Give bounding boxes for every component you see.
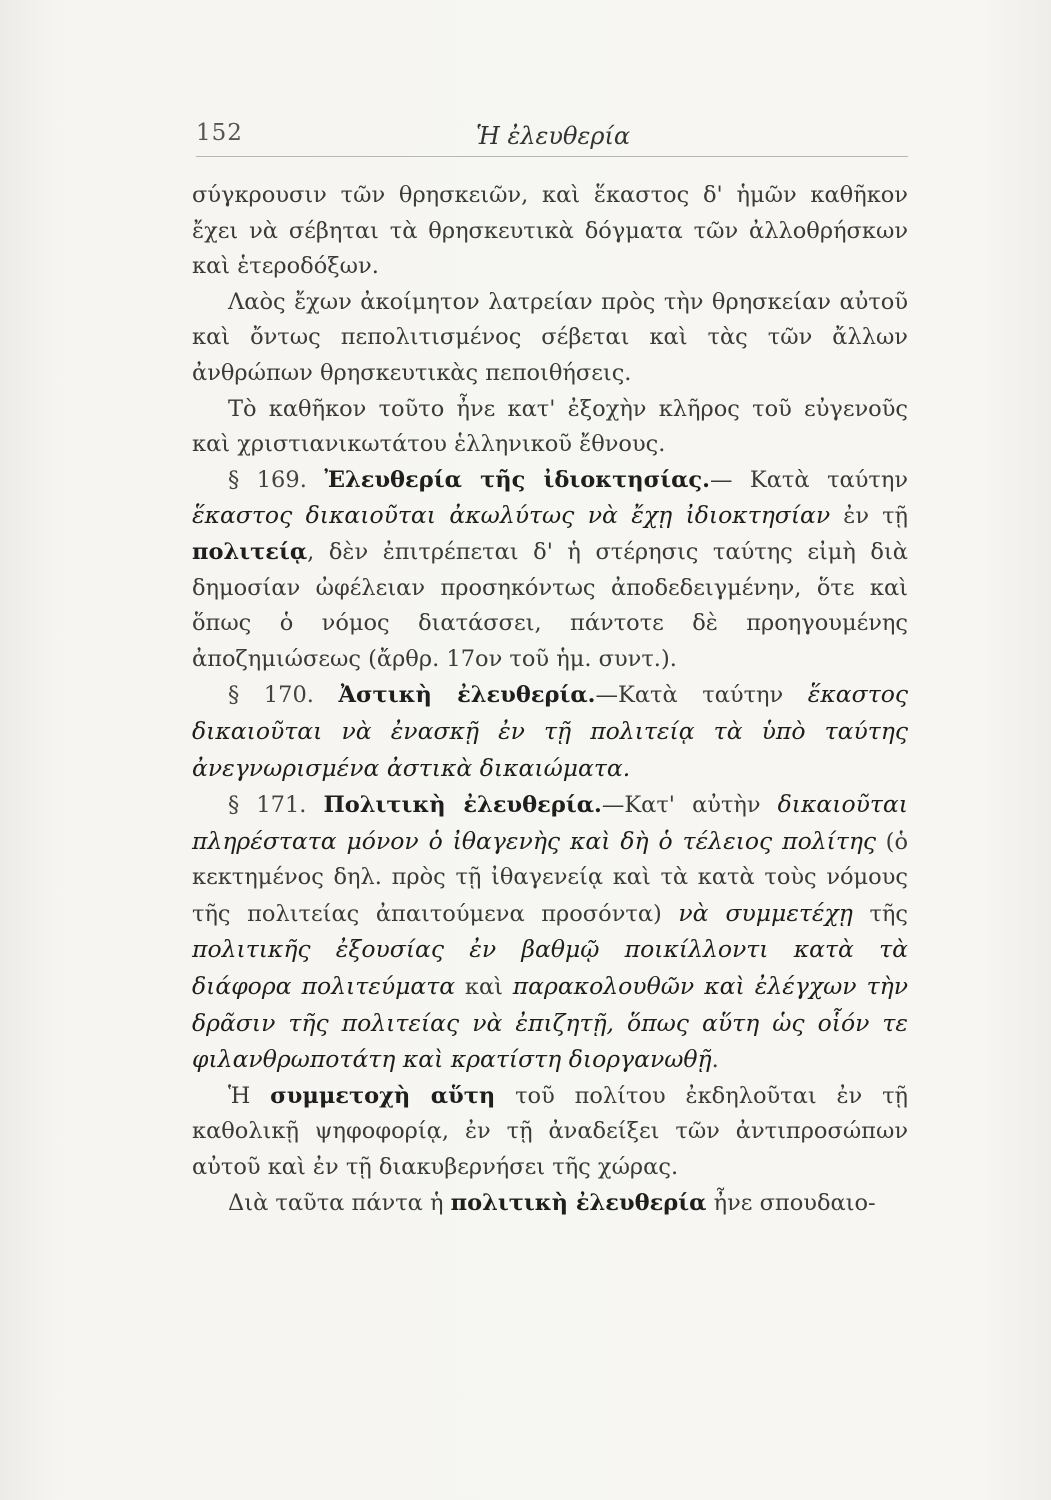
text-run: καὶ: [455, 974, 513, 1001]
paragraph: [192, 178, 908, 285]
bold-heading-run: Ἀστικὴ ἐλευθερία.: [338, 682, 596, 709]
bold-heading-run: πολιτικὴ ἐλευθερία: [450, 1189, 707, 1216]
bold-heading-run: συμμετοχὴ αὕτη: [270, 1082, 496, 1109]
running-title: Ἡ ἐλευθερία: [476, 122, 631, 150]
text-run: — Κατὰ ταύτην: [709, 466, 908, 493]
paragraph: [192, 1079, 908, 1186]
bold-heading-run: πολιτείᾳ: [192, 538, 308, 565]
page-header: [196, 120, 908, 160]
text-run: τοῦ πολίτου ἐκδηλοῦται ἐν τῇ καθολικῇ ψηφοφορίᾳ, ἐν τῇ ἀναδείξει τῶν ἀντιπροσώπων αὐτοῦ καὶ ἐν τῇ διακυβερνήσει τῆς χώρας.: [192, 1082, 908, 1181]
text-run: τῆς: [852, 900, 908, 927]
text-run: —Κατὰ ταύτην: [595, 682, 808, 709]
text-run: (ὁ κεκτημένος δηλ. πρὸς τῇ ἰθαγενείᾳ καὶ τὰ κατὰ τοὺς νόμους τῆς πολιτείας ἀπαιτούμενα προσόντα): [192, 828, 908, 927]
text-run: Λαὸς ἔχων ἀκοίμητον λατρείαν πρὸς τὴν θρησκείαν αὐτοῦ καὶ ὄντως πεπολιτισμένος σέβεται καὶ τὰς τῶν ἄλλων ἀνθρώπων θρησκευτικὰς πεποιθήσεις.: [192, 288, 908, 386]
italic-run: νὰ συμμετέχῃ: [678, 898, 853, 927]
text-run: ἦνε σπουδαιο-: [706, 1189, 876, 1216]
text-run: Διὰ ταῦτα πάντα ἡ: [228, 1189, 451, 1216]
body-text: [192, 178, 908, 1221]
section-number: § 170.: [228, 682, 339, 709]
paragraph: [192, 677, 908, 787]
italic-run: ἕκαστος δικαιοῦται νὰ ἐνασκῇ ἐν τῇ πολιτείᾳ τὰ ὑπὸ ταύτης ἀνεγνωρισμένα ἀστικὰ δικαιώματα.: [192, 680, 909, 782]
text-run: Ἡ: [228, 1082, 271, 1109]
italic-run: πολιτικῆς ἐξουσίας ἐν βαθμῷ ποικίλλοντι κατὰ τὰ διάφορα πολιτεύματα: [192, 935, 908, 1001]
paragraph: [192, 1186, 908, 1222]
bold-heading-run: Πολιτικὴ ἐλευθερία.: [323, 792, 602, 819]
text-run: ἐν τῇ: [830, 503, 909, 530]
text-run: Τὸ καθῆκον τοῦτο ἦνε κατ' ἐξοχὴν κλῆρος τοῦ εὐγενοῦς καὶ χριστιανικωτάτου ἑλληνικοῦ ἔθνους.: [192, 395, 908, 458]
italic-run: ἕκαστος δικαιοῦται ἀκωλύτως νὰ ἔχῃ ἰδιοκτησίαν: [192, 501, 831, 530]
section-number: § 171.: [228, 792, 324, 819]
header-rule: [196, 156, 908, 157]
text-run: , δὲν ἐπιτρέπεται δ' ἡ στέρησις ταύτης εἰμὴ διὰ δημοσίαν ὠφέλειαν προσηκόντως ἀποδεδειγμένην, ὅτε καὶ ὅπως ὁ νόμος διατάσσει, πάντοτε δὲ προηγουμένης ἀποζημιώσεως (ἄρθρ. 17ον τοῦ ἡμ. συντ.).: [192, 538, 908, 672]
bold-heading-run: Ἐλευθερία τῆς ἰδιοκτησίας.: [324, 466, 710, 493]
paragraph: [192, 787, 908, 1079]
text-run: —Κατ' αὐτὴν: [601, 792, 778, 819]
italic-run: παρακολουθῶν καὶ ἐλέγχων τὴν δρᾶσιν τῆς πολιτείας νὰ ἐπιζητῇ, ὅπως αὕτη ὡς οἷόν τε φιλανθρωποτάτη καὶ κρατίστη διοργανωθῇ: [192, 972, 908, 1074]
paragraph: [192, 392, 908, 463]
page-number: 152: [196, 120, 243, 146]
italic-run: δικαιοῦται πληρέστατα μόνον ὁ ἰθαγενὴς καὶ δὴ ὁ τέλειος πολίτης: [192, 790, 908, 855]
text-run: .: [711, 1047, 719, 1074]
section-number: § 169.: [228, 466, 325, 493]
text-run: σύγκρουσιν τῶν θρησκειῶν, καὶ ἕκαστος δ' ἡμῶν καθῆκον ἔχει νὰ σέβηται τὰ θρησκευτικὰ δόγματα τῶν ἀλλοθρήσκων καὶ ἑτεροδόξων.: [192, 182, 908, 280]
paragraph: [192, 285, 908, 392]
paragraph: [192, 463, 908, 678]
